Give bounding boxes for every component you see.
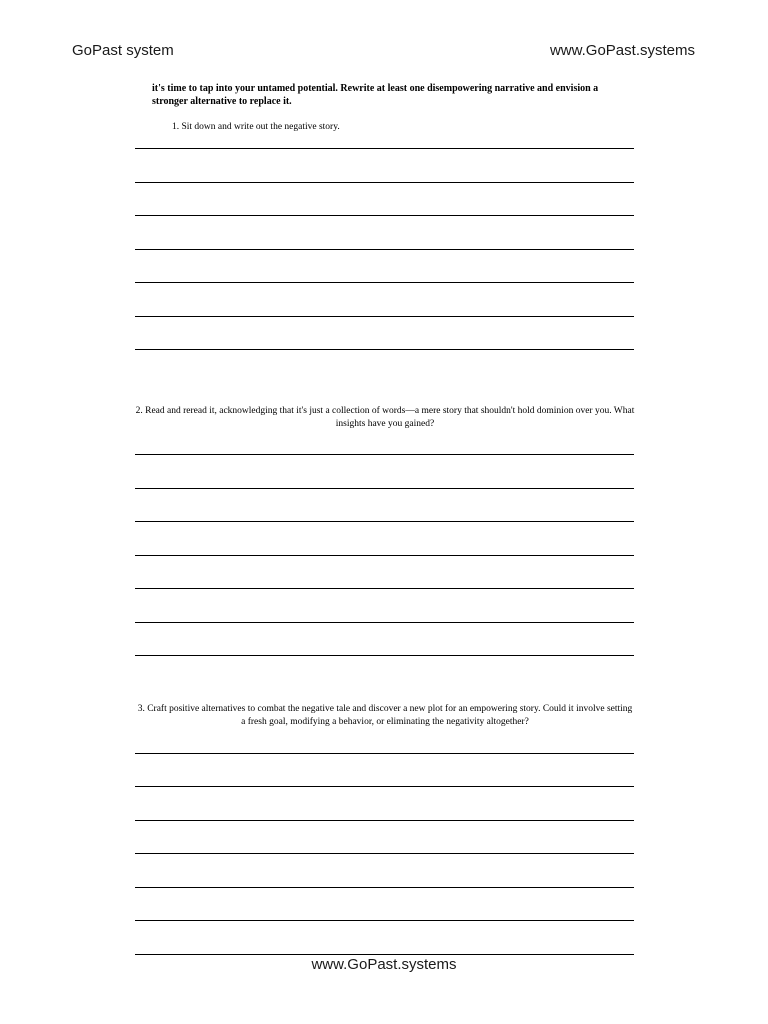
writing-line[interactable] [135,887,634,888]
writing-line[interactable] [135,853,634,854]
writing-line[interactable] [135,215,634,216]
footer-url: www.GoPast.systems [311,956,457,973]
writing-line[interactable] [135,182,634,183]
writing-line[interactable] [135,622,634,623]
question-1: 1. Sit down and write out the negative story. [172,122,340,132]
writing-line[interactable] [135,148,634,149]
writing-line[interactable] [135,488,634,489]
header-site-name: GoPast system [72,42,174,59]
writing-line[interactable] [135,920,634,921]
writing-line[interactable] [135,454,634,455]
question-3: 3. Craft positive alternatives to combat the negative tale and discover a new plot for an empowering story. Could it involve setting a fresh goal, modifying a behavior, or eliminating the negativity altogether? [137,704,633,727]
writing-line[interactable] [135,249,634,250]
writing-line[interactable] [135,753,634,754]
writing-line[interactable] [135,954,634,955]
writing-line[interactable] [135,555,634,556]
writing-line[interactable] [135,349,634,350]
writing-line[interactable] [135,316,634,317]
writing-line[interactable] [135,820,634,821]
writing-line[interactable] [135,786,634,787]
header-url: www.GoPast.systems [549,42,695,59]
intro-instructions: it's time to tap into your untamed potential. Rewrite at least one disempowering narrative and envision a stronger alternative to replace it. [152,83,599,107]
writing-line[interactable] [135,282,634,283]
writing-line[interactable] [135,655,634,656]
question-2: 2. Read and reread it, acknowledging that it's just a collection of words—a mere story that shouldn't hold dominion over you. What insights have you gained? [135,406,635,429]
writing-line[interactable] [135,588,634,589]
writing-line[interactable] [135,521,634,522]
